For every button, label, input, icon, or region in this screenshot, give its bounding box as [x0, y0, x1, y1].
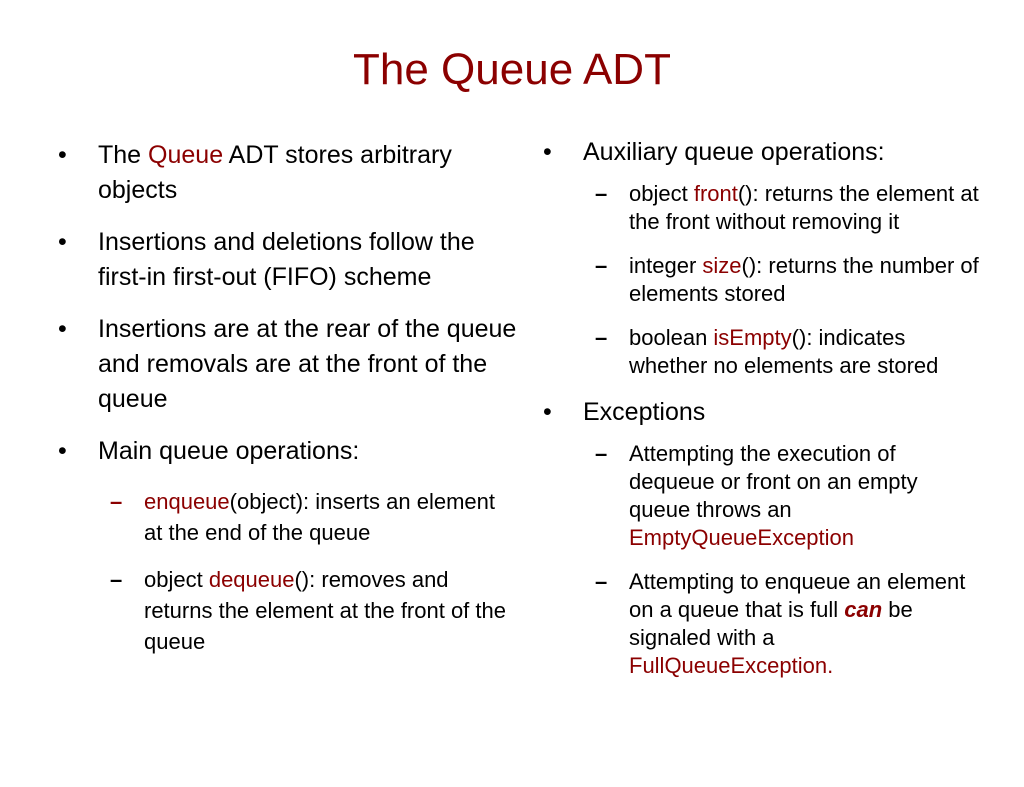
sub-list: [543, 180, 983, 380]
bullet-text: Main queue operations:: [98, 437, 360, 465]
text-segment: integer: [629, 253, 703, 278]
method-name: isEmpty: [713, 325, 792, 350]
method-name: enqueue: [144, 489, 230, 514]
text-segment: (): removes and returns the element at the front of the queue: [144, 567, 506, 654]
sub-item: [595, 324, 983, 380]
bullet-item: [543, 136, 983, 380]
exception-name: FullQueueException.: [629, 653, 834, 678]
method-name: front: [693, 181, 738, 206]
bullet-item: [58, 312, 518, 417]
bullet-text: Auxiliary queue operations:: [583, 138, 885, 166]
bullet-text: Insertions are at the rear of the queue and removals are at the front of the queue: [98, 315, 517, 413]
bullet-text: [98, 138, 518, 208]
sub-item: [595, 568, 983, 680]
sub-text: [629, 568, 983, 680]
sub-text: [629, 252, 983, 308]
method-name: dequeue: [208, 567, 295, 592]
sub-item: [595, 440, 983, 552]
text-segment: Attempting to enqueue an element on a queue that is full: [629, 569, 966, 622]
sub-list: [58, 486, 518, 657]
sub-text: [144, 486, 518, 548]
dash-icon: –: [595, 181, 608, 206]
sub-text: [629, 180, 983, 236]
dash-icon: –: [110, 489, 123, 514]
sub-item: [110, 486, 518, 548]
sub-item: [595, 252, 983, 308]
text-segment: ADT stores arbitrary objects: [98, 141, 452, 204]
text-segment: object: [144, 567, 209, 592]
text-segment: boolean: [629, 325, 714, 350]
sub-list: [543, 440, 983, 680]
text-segment: be signaled with a: [629, 597, 913, 650]
bullet-text: Insertions and deletions follow the first-in first-out (FIFO) scheme: [98, 228, 475, 291]
text-segment: Attempting the execution of dequeue or front on an empty queue throws an: [629, 441, 918, 522]
text-segment: The: [98, 141, 149, 169]
dash-icon: –: [595, 253, 608, 278]
queue-term: Queue: [148, 141, 224, 169]
text-segment: (object): inserts an element at the end of the queue: [144, 489, 495, 545]
emphasis-word: can: [844, 597, 883, 622]
dash-icon: –: [595, 569, 608, 594]
text-segment: (): returns the number of elements stored: [629, 253, 979, 306]
text-segment: (): returns the element at the front without removing it: [629, 181, 979, 234]
dash-icon: –: [595, 441, 608, 466]
bullet-item: [58, 138, 518, 208]
method-name: size: [702, 253, 742, 278]
sub-item: [110, 564, 518, 657]
bullet-icon: •: [58, 228, 67, 256]
text-segment: object: [629, 181, 694, 206]
text-segment: (): indicates whether no elements are stored: [629, 325, 939, 378]
bullet-item: [543, 396, 983, 680]
bullet-icon: •: [543, 138, 552, 166]
dash-icon: –: [595, 325, 608, 350]
bullet-item: [58, 434, 518, 657]
bullet-icon: •: [58, 315, 67, 343]
sub-text: [629, 324, 983, 380]
sub-text: [144, 564, 518, 657]
bullet-icon: •: [58, 141, 67, 169]
sub-text: [629, 440, 983, 552]
exception-name: EmptyQueueException: [629, 525, 855, 550]
slide-title: The Queue ADT: [353, 45, 671, 94]
bullet-item: [58, 225, 518, 295]
left-column: [58, 138, 518, 674]
bullet-text: Exceptions: [583, 398, 706, 426]
dash-icon: –: [110, 567, 123, 592]
sub-item: [595, 180, 983, 236]
bullet-icon: •: [543, 398, 552, 426]
bullet-icon: •: [58, 437, 67, 465]
right-column: [543, 136, 983, 696]
